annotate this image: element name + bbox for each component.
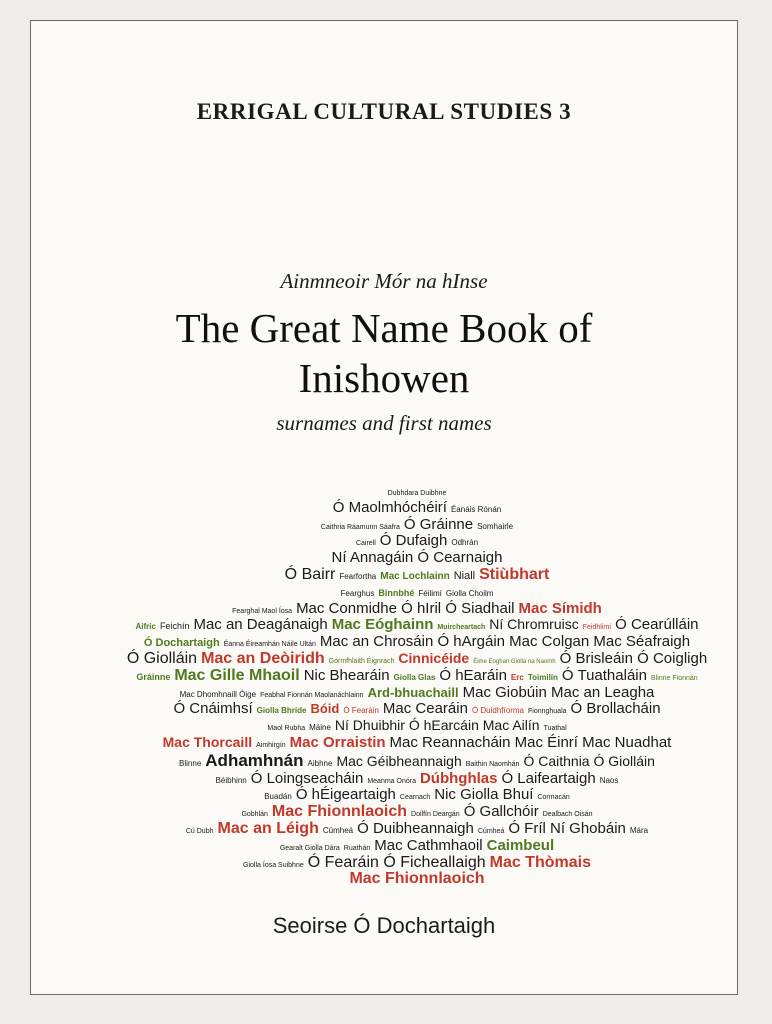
name-cloud-line — [81, 634, 753, 651]
name-cloud-entry: Ó Loingseacháin — [250, 769, 364, 787]
main-title-line-1: The Great Name Book of — [175, 305, 593, 351]
name-cloud-entry: Aifric — [135, 622, 156, 632]
name-cloud-entry: Ó Fearáin Ó Ficheallaigh — [307, 853, 486, 871]
series-title: ERRIGAL CULTURAL STUDIES 3 — [196, 99, 572, 124]
name-cloud-entry: Mac Cathmhaoil — [374, 836, 483, 854]
name-cloud-entry: Cearnach — [399, 794, 431, 802]
name-cloud-line — [81, 871, 753, 888]
name-cloud-line — [81, 500, 753, 517]
name-cloud-entry: Stiùbhart — [479, 565, 550, 583]
name-cloud-entry: Cairell — [355, 540, 376, 548]
name-cloud-entry: Éanna Éireamhán Náile Ultán — [223, 641, 316, 649]
main-title-line-2: Inishowen — [298, 355, 470, 401]
name-cloud-entry: Ó Caithnia Ó Giolláin — [523, 752, 655, 769]
name-cloud-entry: Ó Dochartaigh — [143, 637, 220, 650]
name-cloud-entry: Mac an Deagánaigh — [193, 616, 328, 634]
name-cloud-entry: Ó Cnáimhsí — [173, 700, 253, 718]
name-cloud-entry: Cúmheá — [322, 825, 354, 835]
name-cloud-entry: Mac an Léigh — [217, 819, 319, 837]
name-cloud-entry: Feabhal Fionnán Maolanáchlainn — [260, 691, 364, 699]
name-cloud-entry: Niall — [453, 569, 476, 582]
name-cloud-entry: Mac an Chrosáin Ó hArgáin Mac Colgan Mac Séafraigh — [319, 633, 691, 651]
name-cloud-entry: Fearfortha — [339, 571, 377, 581]
name-cloud-entry: Mac Orraistin — [289, 733, 386, 751]
name-cloud-entry: Mac Dhomhnaill Óige — [179, 689, 257, 699]
name-cloud-entry: Dúbhghlas — [419, 769, 498, 787]
name-cloud-entry: Ard-bhuachaill — [367, 684, 459, 700]
name-cloud-entry: Gráinne — [136, 671, 171, 682]
name-cloud-line — [81, 550, 753, 567]
name-cloud-entry: Ó hÉigeartaigh — [295, 786, 396, 804]
name-cloud-entry: Mac Giobúin Mac an Leagha — [462, 683, 655, 701]
name-cloud-entry: Nic Giolla Bhuí — [434, 786, 534, 804]
name-cloud-entry: Caithria Ráamunn Sáafra — [320, 523, 400, 531]
name-cloud-entry: Éime Eoghan Giolla na Naomh — [473, 658, 556, 665]
name-cloud-entry: Gormfhlaith Éignrach — [328, 657, 395, 665]
name-cloud-entry: Nic Bhearáin — [303, 666, 390, 684]
name-cloud-entry: Mára — [629, 825, 649, 835]
name-cloud-entry: Tuathal — [543, 725, 567, 733]
name-cloud-entry: Toimilín — [527, 672, 558, 682]
name-cloud-entry: Adhamhnán — [205, 750, 304, 770]
name-cloud-line — [81, 821, 753, 838]
name-cloud-entry: Feidhlimí — [582, 624, 612, 632]
name-cloud-entry: Mac Géibheannaigh — [336, 752, 462, 769]
name-cloud-entry: Giolla Choilm — [445, 588, 494, 598]
name-cloud-entry: Blinne Fionnán — [650, 674, 698, 682]
name-cloud-entry: Blinne — [179, 758, 202, 768]
name-cloud-entry: Ó Cearúlláin — [615, 616, 699, 634]
name-cloud-line — [81, 787, 753, 804]
name-cloud-line — [81, 617, 753, 634]
name-cloud — [81, 483, 753, 888]
name-cloud-entry: Dubhdara Duibhne — [387, 490, 447, 497]
name-cloud-line — [81, 651, 753, 668]
name-cloud-entry: Ó Laifeartaigh — [501, 769, 596, 787]
name-cloud-entry: Mac Conmidhe Ó hIril Ó Siadhail — [296, 599, 515, 617]
name-cloud-entry: Cúmheá — [477, 827, 505, 835]
name-cloud-entry: Fearghus — [340, 588, 375, 598]
author-name: Seoirse Ó Dochartaigh — [272, 913, 496, 938]
name-cloud-entry: Dealbach Oisán — [542, 811, 593, 819]
name-cloud-entry: Binnbhé — [378, 587, 415, 598]
name-cloud-entry: Ó Gráinne — [403, 515, 474, 533]
name-cloud-entry: Cú Dubh — [185, 827, 214, 835]
name-cloud-entry: Bóid — [310, 701, 340, 717]
name-cloud-line — [81, 483, 753, 500]
subtitle: surnames and first names — [276, 411, 492, 435]
name-cloud-entry: Mac Lochlainn — [380, 570, 450, 582]
name-cloud-entry: Máine — [309, 723, 331, 733]
name-cloud-entry: Ó Fríl Ní Ghobáin — [508, 819, 626, 837]
page-title — [31, 303, 737, 403]
name-cloud-entry: Feichín — [159, 621, 190, 632]
name-cloud-entry: Ó hEaráin — [439, 666, 507, 684]
name-cloud-entry: Muircheartach — [437, 624, 486, 632]
cover-frame — [30, 20, 738, 995]
irish-title: Ainmneoir Mór na hInse — [280, 269, 488, 293]
name-cloud-entry: Gearalt Giolla Dára — [279, 844, 340, 852]
name-cloud-entry: Fionnghuala — [527, 708, 567, 716]
name-cloud-entry: Fearghal Maol Íosa — [232, 607, 293, 615]
name-cloud-line — [81, 804, 753, 821]
name-cloud-line — [81, 533, 753, 550]
name-cloud-entry: Gobhlán — [241, 811, 268, 819]
name-cloud-line — [81, 584, 753, 601]
name-cloud-entry: Éanáis Rónán — [450, 504, 502, 514]
name-cloud-entry: Mac Thorcaill — [162, 733, 253, 750]
name-cloud-line — [81, 517, 753, 534]
name-cloud-entry: Ó Brollacháin — [570, 700, 661, 718]
name-cloud-entry: Mac Cearáin — [382, 700, 468, 718]
name-cloud-entry: Naos — [599, 775, 619, 785]
name-cloud-entry: Somhairle — [477, 521, 514, 531]
name-cloud-entry: Maol Rubha — [267, 725, 306, 733]
name-cloud-entry: Aimhirgín — [256, 741, 286, 749]
name-cloud-entry: Ní Chromruisc — [489, 616, 579, 633]
name-cloud-entry: Mac Gille Mhaoil — [174, 666, 300, 684]
name-cloud-line — [81, 601, 753, 618]
name-cloud-entry: Féilimí — [418, 588, 442, 598]
name-cloud-entry: Ó Duidhfíorma — [471, 706, 524, 716]
name-cloud-entry: Giolla Bhríde — [256, 706, 307, 716]
name-cloud-entry: Mac Fhionnlaoich — [271, 803, 408, 821]
name-cloud-line — [81, 735, 753, 752]
name-cloud-entry: Baithin Naomhán — [465, 760, 520, 768]
name-cloud-entry: Mac Fhionnlaoich — [349, 870, 485, 888]
name-cloud-entry: Ó Giolláin — [126, 649, 198, 667]
name-cloud-line — [81, 685, 753, 702]
name-cloud-line — [81, 838, 753, 855]
name-cloud-entry: Mac Símidh — [518, 599, 602, 617]
name-cloud-line — [81, 771, 753, 788]
name-cloud-entry: Mac Eóghainn — [331, 616, 434, 634]
name-cloud-entry: Ó Gallchóir — [463, 803, 539, 821]
name-cloud-line — [81, 752, 753, 771]
name-cloud-entry: Béibhinn — [215, 775, 247, 785]
name-cloud-entry: Mac an Deòiridh — [201, 649, 325, 667]
name-cloud-entry: Odhrán — [451, 538, 479, 548]
name-cloud-line — [81, 567, 753, 584]
name-cloud-entry: Ruathán — [343, 844, 371, 852]
name-cloud-entry: Ó Duibheannaigh — [357, 819, 474, 837]
name-cloud-line — [81, 668, 753, 685]
name-cloud-entry: Cinnicéide — [398, 649, 470, 666]
name-cloud-entry: Doilfín Deargán — [411, 811, 460, 819]
name-cloud-entry: Ó Maolmhóchéirí — [332, 498, 447, 516]
name-cloud-line — [81, 855, 753, 872]
name-cloud-entry: Ó Dufaigh — [379, 532, 448, 550]
name-cloud-entry: Ó Brisleáin Ó Coigligh — [559, 649, 708, 667]
name-cloud-line — [81, 718, 753, 735]
name-cloud-entry: Aibhne — [307, 758, 333, 768]
name-cloud-entry: Giolla Glas — [393, 672, 436, 682]
name-cloud-entry: Mac Thòmais — [489, 853, 591, 871]
name-cloud-entry: Meanma Onóra — [367, 777, 416, 785]
name-cloud-entry: Ó Tuathaláin — [561, 666, 647, 684]
name-cloud-entry: Mac Reannacháin Mac Éinrí Mac Nuadhat — [389, 733, 672, 751]
name-cloud-entry: Ó Bairr — [284, 565, 336, 583]
name-cloud-entry: Giolla Íosa Suibhne — [243, 861, 304, 869]
name-cloud-line — [81, 701, 753, 718]
name-cloud-entry: Erc — [510, 672, 524, 682]
name-cloud-entry: Caimbeul — [486, 836, 555, 854]
name-cloud-entry: Buadán — [264, 792, 292, 802]
name-cloud-entry: Ó Fearáin — [343, 706, 379, 716]
name-cloud-entry: Ní Annagáin Ó Cearnaigh — [331, 549, 503, 567]
name-cloud-entry: Cormacán — [537, 794, 570, 802]
name-cloud-entry: Ní Dhuibhir Ó hEarcáin Mac Ailín — [334, 717, 540, 734]
